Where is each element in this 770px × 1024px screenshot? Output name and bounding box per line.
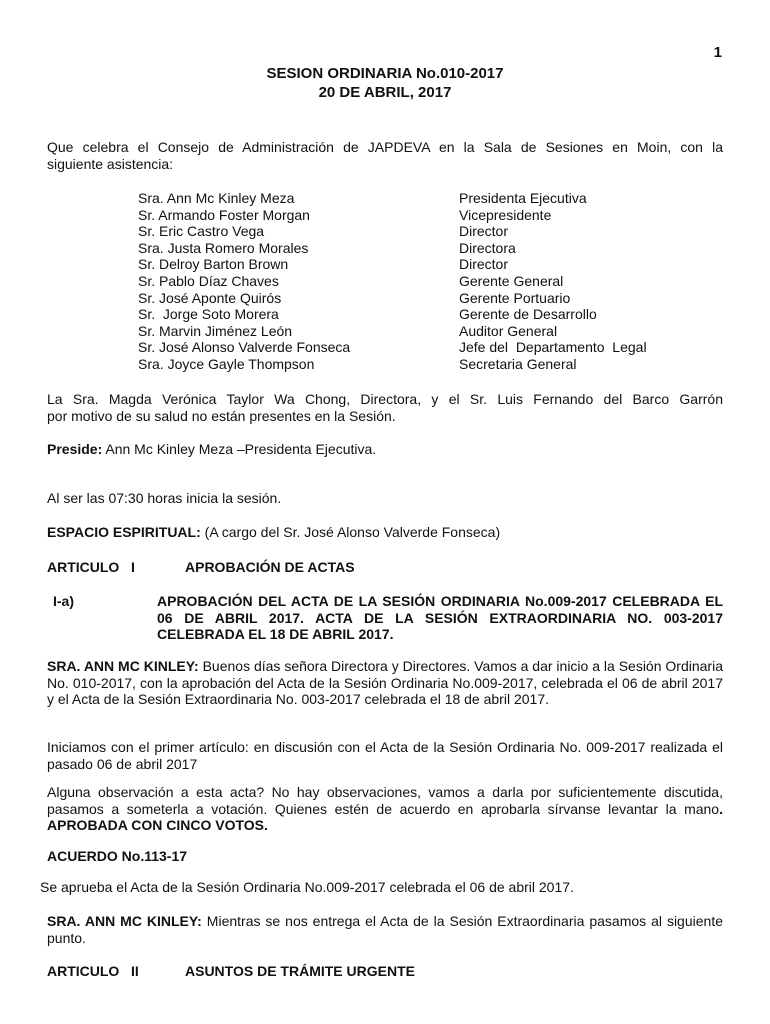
attendee-name: Sr. Delroy Barton Brown bbox=[138, 256, 289, 273]
intro-line-2: siguiente asistencia: bbox=[47, 155, 174, 172]
attendee-row bbox=[138, 207, 738, 224]
session-start-line: Al ser las 07:30 horas inicia la sesión. bbox=[47, 490, 282, 506]
attendee-name: Sr. José Aponte Quirós bbox=[138, 289, 282, 306]
attendee-row bbox=[138, 306, 738, 323]
attendee-row bbox=[138, 290, 738, 307]
attendee-row bbox=[138, 273, 738, 290]
subsection-ia-title: APROBACIÓN DEL ACTA DE LA SESIÓN ORDINARIA No.009-2017 CELEBRADA EL 06 DE ABRIL 2017. ACTA DE LA SESIÓN EXTRAORDINARIA NO. 003-2017 CELEBRADA EL 18 DE ABRIL 2017. bbox=[157, 593, 723, 642]
absence-paragraph bbox=[47, 391, 723, 424]
articulo-1-title: APROBACIÓN DE ACTAS bbox=[185, 559, 355, 575]
paragraph-vote bbox=[47, 784, 723, 834]
page-number: 1 bbox=[713, 44, 722, 61]
attendee-row bbox=[138, 339, 738, 356]
attendee-row bbox=[138, 256, 738, 273]
attendee-role: Directora bbox=[459, 239, 516, 256]
espacio-espiritual-line bbox=[47, 524, 723, 541]
intro-line-1: Que celebra el Consejo de Administración de JAPDEVA en la Sala de Sesiones en Moin, con la bbox=[47, 139, 723, 155]
attendee-role: Vicepresidente bbox=[459, 206, 552, 223]
paragraph-opening-text: Buenos días señora Directora y Directores. Vamos a dar inicio a la Sesión Ordinaria No. 010-2017, con la aprobación del Acta de la Sesión Ordinaria No.009-2017, celebrada el 06 de abril 2017 y el Acta de la Sesión Extraordinaria No. 003-2017 celebrada el 18 de abril 2017. bbox=[47, 658, 723, 707]
paragraph-opening bbox=[47, 658, 723, 708]
speaker-label-2: SRA. ANN MC KINLEY: bbox=[47, 913, 202, 929]
preside-line bbox=[47, 441, 723, 458]
attendee-name: Sr. Eric Castro Vega bbox=[138, 223, 265, 240]
articulo-1-label: ARTICULO I bbox=[47, 559, 135, 575]
attendee-role: Secretaria General bbox=[459, 356, 577, 372]
subsection-ia-label: I-a) bbox=[53, 593, 74, 609]
attendee-role: Jefe del Departamento Legal bbox=[459, 339, 647, 356]
attendee-row bbox=[138, 356, 738, 373]
attendee-role: Presidenta Ejecutiva bbox=[459, 190, 587, 206]
preside-label: Preside: bbox=[47, 441, 103, 457]
speaker-label: SRA. ANN MC KINLEY: bbox=[47, 658, 199, 674]
paragraph-vote-text: Alguna observación a esta acta? No hay observaciones, vamos a darla por suficientemente discutida, pasamos a someterla a votación. Quienes estén de acuerdo en aprobarla sírvanse levantar la mano bbox=[47, 784, 723, 817]
attendee-name: Sr. Marvin Jiménez León bbox=[138, 322, 293, 339]
attendee-row bbox=[138, 323, 738, 340]
attendee-name: Sr. Pablo Díaz Chaves bbox=[138, 273, 279, 289]
session-title: SESION ORDINARIA No.010-2017 bbox=[266, 65, 504, 82]
attendee-role: Gerente General bbox=[459, 273, 564, 289]
espacio-text: (A cargo del Sr. José Alonso Valverde Fonseca) bbox=[200, 524, 501, 540]
attendee-role: Gerente de Desarrollo bbox=[459, 306, 597, 323]
intro-paragraph bbox=[47, 139, 723, 172]
attendee-role: Gerente Portuario bbox=[459, 289, 571, 306]
attendee-row bbox=[138, 223, 738, 240]
preside-text: Ann Mc Kinley Meza –Presidenta Ejecutiva. bbox=[102, 441, 377, 457]
vote-result: . APROBADA CON CINCO VOTOS. bbox=[47, 800, 723, 833]
articulo-2-label: ARTICULO II bbox=[47, 963, 139, 979]
absence-line-2: por motivo de su salud no están presentes en la Sesión. bbox=[47, 407, 396, 424]
document-title bbox=[0, 64, 770, 102]
session-date: 20 DE ABRIL, 2017 bbox=[318, 84, 452, 101]
attendee-role: Auditor General bbox=[459, 322, 558, 339]
paragraph-next-point-text: Mientras se nos entrega el Acta de la Sesión Extraordinaria pasamos al siguiente punto. bbox=[47, 913, 723, 946]
attendee-row bbox=[138, 240, 738, 257]
paragraph-next-point bbox=[47, 913, 723, 946]
attendee-name: Sra. Ann Mc Kinley Meza bbox=[138, 190, 295, 206]
attendee-row bbox=[138, 190, 738, 207]
attendee-name: Sr. Jorge Soto Morera bbox=[138, 306, 279, 323]
attendee-name: Sr. Armando Foster Morgan bbox=[138, 206, 310, 223]
attendee-role: Director bbox=[459, 256, 509, 273]
attendee-name: Sr. José Alonso Valverde Fonseca bbox=[138, 339, 351, 356]
attendee-name: Sra. Joyce Gayle Thompson bbox=[138, 356, 315, 372]
paragraph-first-article: Iniciamos con el primer artículo: en discusión con el Acta de la Sesión Ordinaria No. 009-2017 realizada el pasado 06 de abril 2017 bbox=[47, 739, 723, 772]
articulo-2-title: ASUNTOS DE TRÁMITE URGENTE bbox=[185, 963, 415, 979]
acuerdo-text: Se aprueba el Acta de la Sesión Ordinaria No.009-2017 celebrada el 06 de abril 2017. bbox=[40, 879, 574, 895]
acuerdo-label: ACUERDO No.113-17 bbox=[47, 848, 188, 864]
espacio-label: ESPACIO ESPIRITUAL: bbox=[47, 524, 201, 540]
attendee-role: Director bbox=[459, 223, 509, 240]
absence-line-1: La Sra. Magda Verónica Taylor Wa Chong, Directora, y el Sr. Luis Fernando del Barco Garrón bbox=[47, 391, 723, 407]
attendee-name: Sra. Justa Romero Morales bbox=[138, 239, 309, 256]
